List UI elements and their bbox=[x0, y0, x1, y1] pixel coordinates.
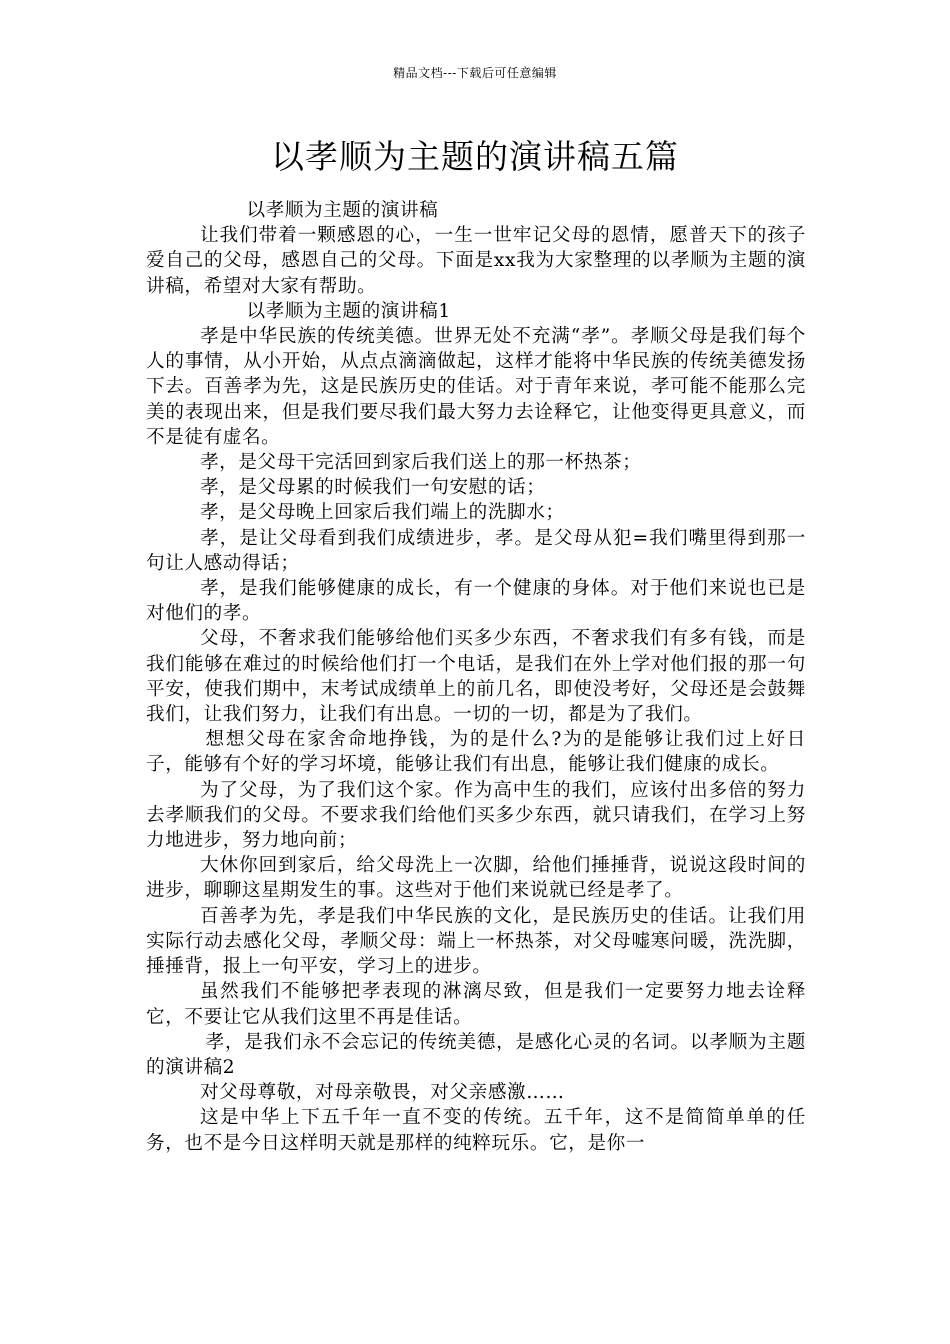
paragraph: 虽然我们不能够把孝表现的淋漓尽致，但是我们一定要努力地去诠释它，不要让它从我们这里不再是佳话。 bbox=[146, 981, 806, 1028]
paragraph: 这是中华上下五千年一直不变的传统。五千年，这不是简简单单的任务，也不是今日这样明天就是那样的纯粹玩乐。它，是你一 bbox=[146, 1107, 806, 1154]
subheading-intro: 以孝顺为主题的演讲稿 bbox=[246, 200, 439, 221]
paragraph: 孝，是父母晚上回家后我们端上的洗脚水； bbox=[199, 502, 565, 524]
paragraph: 大休你回到家后，给父母洗上一次脚，给他们捶捶背，说说这段时间的进步，聊聊这星期发生的事。这些对于他们来说就已经是孝了。 bbox=[146, 855, 806, 902]
paragraph: 孝，是父母干完活回到家后我们送上的那一杯热茶； bbox=[199, 452, 642, 474]
paragraph: 孝，是我们能够健康的成长，有一个健康的身体。对于他们来说也已是对他们的孝。 bbox=[146, 578, 806, 625]
subheading-speech-1: 以孝顺为主题的演讲稿1 bbox=[246, 300, 451, 322]
paragraph: 想想父母在家舍命地挣钱，为的是什么?为的是能够让我们过上好日子，能够有个好的学习坏境，能够让我们有出息，能够让我们健康的成长。 bbox=[146, 729, 806, 776]
paragraph: 让我们带着一颗感恩的心，一生一世牢记父母的恩情，愿普天下的孩子爱自己的父母，感恩自己的父母。下面是xx我为大家整理的以孝顺为主题的演讲稿，希望对大家有帮助。 bbox=[146, 225, 806, 297]
document-body bbox=[146, 198, 806, 1156]
paragraph: 孝，是让父母看到我们成绩进步，孝。是父母从犯=我们嘴里得到那一句让人感动得话； bbox=[146, 527, 806, 574]
paragraph: 父母，不奢求我们能够给他们买多少东西，不奢求我们有多有钱，而是我们能够在难过的时候给他们打一个电话，是我们在外上学对他们报的那一句平安，使我们期中，末考试成绩单上的前几名，即使没考好，父母还是会鼓舞我们，让我们努力，让我们有出息。一切的一切，都是为了我们。 bbox=[146, 628, 806, 726]
paragraph: 对父母尊敬，对母亲敬畏，对父亲感激…… bbox=[199, 1082, 565, 1104]
paragraph: 孝是中华民族的传统美德。世界无处不充满“孝”。孝顺父母是我们每个人的事情，从小开始，从点点滴滴做起，这样才能将中华民族的传统美德发扬下去。百善孝为先，这是民族历史的佳话。对于青年来说，孝可能不能那么完美的表现出来，但是我们要尽我们最大努力去诠释它，让他变得更具意义，而不是徒有虚名。 bbox=[146, 326, 806, 448]
paragraph: 百善孝为先，孝是我们中华民族的文化，是民族历史的佳话。让我们用实际行动去感化父母，孝顺父母：端上一杯热茶，对父母嘘寒问暖，洗洗脚，捶捶背，报上一句平安，学习上的进步。 bbox=[146, 905, 806, 978]
page-header: 精品文档---下载后可任意编辑 bbox=[393, 66, 557, 80]
paragraph: 孝，是我们永不会忘记的传统美德，是感化心灵的名词。以孝顺为主题的演讲稿2 bbox=[146, 1031, 806, 1078]
paragraph: 为了父母，为了我们这个家。作为高中生的我们，应该付出多倍的努力去孝顺我们的父母。不要求我们给他们买多少东西，就只请我们，在学习上努力地进步，努力地向前； bbox=[146, 779, 806, 852]
document-title: 以孝顺为主题的演讲稿五篇 bbox=[271, 137, 679, 176]
paragraph: 孝，是父母累的时候我们一句安慰的话； bbox=[199, 477, 546, 499]
